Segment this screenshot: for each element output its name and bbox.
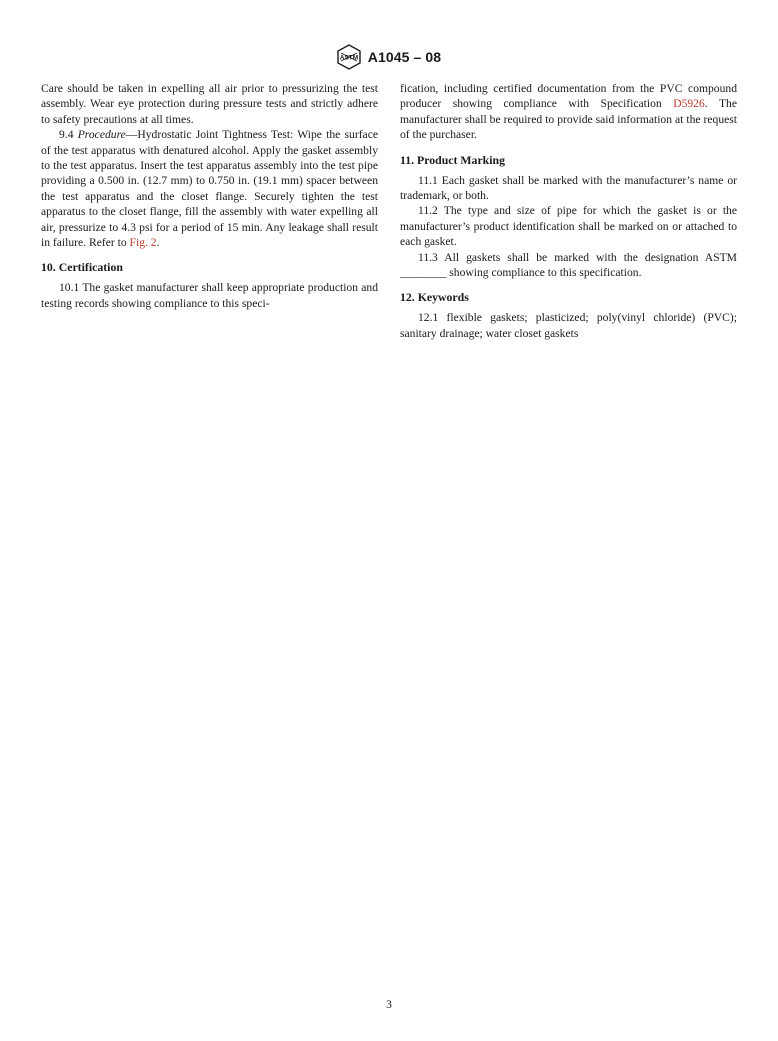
section-10-heading: 10. Certification — [41, 260, 123, 275]
paragraph-12-1: 12.1 flexible gaskets; plasticized; poly(vinyl chloride) (PVC); sanitary drainage; water closet gaskets — [400, 311, 737, 340]
section-number: 9.4 — [59, 128, 74, 142]
svg-text:ASTM: ASTM — [339, 54, 359, 62]
section-12-heading: 12. Keywords — [400, 290, 469, 305]
paragraph-safety: Care should be taken in expelling all air prior to pressurizing the test assembly. Wear eye protection during pressure tests and strictly adhere to safety precautions at all times. — [41, 82, 378, 126]
paragraph-11-3: 11.3 All gaskets shall be marked with the designation ASTM ________ showing compliance to this specification. — [400, 250, 737, 280]
paragraph-9-4: 9.4 Procedure—Hydrostatic Joint Tightness Test: Wipe the surface of the test apparatus with denatured alcohol. Apply the gasket assembly to the test apparatus. Insert the test apparatus assembly into the test pipe providing a 0.500 in. (12.7 mm) to 0.750 in. (19.1 mm) spacer between the test apparatus and the closet flange. Securely tighten the test apparatus to the closet flange, fill the assembly with water expelling all air, pressurize to 4.3 psi for a period of 15 min. Any leakage shall result in failure. Refer to Fig. 2. — [41, 128, 378, 250]
d5926-link[interactable]: D5926 — [673, 97, 705, 111]
left-column — [41, 81, 378, 311]
astm-logo-icon — [337, 44, 361, 70]
document-title: A1045 – 08 — [367, 49, 442, 65]
fig-2-link[interactable]: Fig. 2 — [129, 236, 157, 250]
right-column — [400, 81, 737, 341]
procedure-text: —Hydrostatic Joint Tightness Test: Wipe the surface of the test apparatus with denatured alcohol. Apply the gasket assembly to the test apparatus. Insert the test apparatus assembly into the test pipe providing a 0.500 in. (12.7 mm) to 0.750 in. (19.1 mm) spacer between the test apparatus and the closet flange. Securely tighten the test apparatus to the closet flange, fill the assembly with water expelling all air, pressurize to 4.3 psi for a period of 15 min. Any leakage shall result in failure. Refer to — [41, 128, 378, 250]
section-11-heading: 11. Product Marking — [400, 152, 505, 167]
page-header — [0, 44, 778, 70]
paragraph-10-1-continued: fication, including certified documentation from the PVC compound producer showing compliance with Specification D5926. The manufacturer shall be required to provide said information at the request of the purchaser. — [400, 82, 737, 142]
paragraph-10-1: 10.1 The gasket manufacturer shall keep appropriate production and testing records showing compliance to this speci- — [41, 281, 378, 310]
procedure-term: Procedure — [77, 128, 126, 142]
page-number: 3 — [386, 998, 392, 1011]
paragraph-11-2: 11.2 The type and size of pipe for which the gasket is or the manufacturer’s product identification shall be marked on or attached to each gasket. — [400, 204, 737, 249]
paragraph-11-1: 11.1 Each gasket shall be marked with the manufacturer’s name or trademark, or both. — [400, 173, 737, 203]
